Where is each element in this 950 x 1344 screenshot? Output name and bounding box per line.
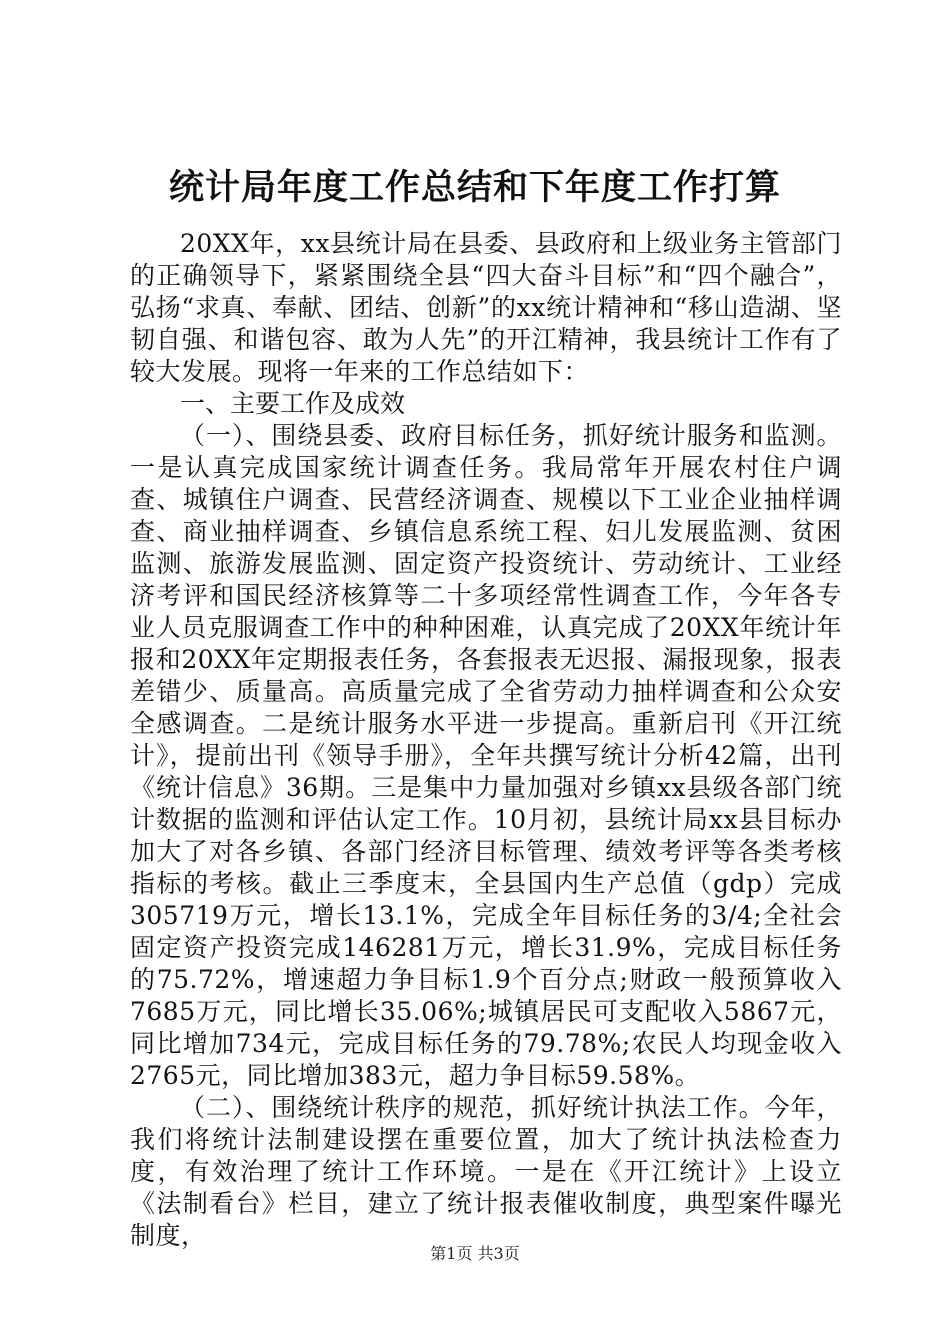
intro-paragraph: 20XX年，xx县统计局在县委、县政府和上级业务主管部门的正确领导下，紧紧围绕全县“四大奋斗目标”和“四个融合”，弘扬“求真、奉献、团结、创新”的xx统计精神和“移山造湖、坚韧自强、和谐包容、敢为人先”的开江精神，我县统计工作有了较大发展。现将一年来的工作总结如下：	[130, 229, 842, 386]
section-heading: 一、主要工作及成效	[180, 389, 406, 418]
document-title: 统计局年度工作总结和下年度工作打算	[168, 167, 781, 208]
page-footer: 第1页 共3页	[430, 1244, 520, 1263]
section-one-paragraph: （一）、围绕县委、政府目标任务，抓好统计服务和监测。一是认真完成国家统计调查任务。我局常年开展农村住户调查、城镇住户调查、民营经济调查、规模以下工业企业抽样调查、商业抽样调查、乡镇信息系统工程、妇儿发展监测、贫困监测、旅游发展监测、固定资产投资统计、劳动统计、工业经济考评和国民经济核算等二十多项经常性调查工作，今年各专业人员克服调查工作中的种种困难，认真完成了20XX年统计年报和20XX年定期报表任务，各套报表无迟报、漏报现象，报表差错少、质量高。高质量完成了全省劳动力抽样调查和公众安全感调查。二是统计服务水平进一步提高。重新启刊《开江统计》，提前出刊《领导手册》，全年共撰写统计分析42篇，出刊《统计信息》36期。三是集中力量加强对乡镇xx县级各部门统计数据的监测和评估认定工作。10月初，县统计局xx县目标办加大了对各乡镇、各部门经济目标管理、绩效考评等各类考核指标的考核。截止三季度末，全县国内生产总值（gdp）完成305719万元，增长13.1%，完成全年目标任务的3/4;全社会固定资产投资完成146281万元，增长31.9%，完成目标任务的75.72%，增速超力争目标1.9个百分点;财政一般预算收入7685万元，同比增长35.06%;城镇居民可支配收入5867元，同比增加734元，完成目标任务的79.78%;农民人均现金收入2765元，同比增加383元，超力争目标59.58%。	[130, 421, 842, 1090]
document-body	[130, 228, 842, 1252]
section-two-paragraph: （二）、围绕统计秩序的规范，抓好统计执法工作。今年，我们将统计法制建设摆在重要位置，加大了统计执法检查力度，有效治理了统计工作环境。一是在《开江统计》上设立《法制看台》栏目，建立了统计报表催收制度，典型案件曝光制度，	[130, 1093, 842, 1250]
